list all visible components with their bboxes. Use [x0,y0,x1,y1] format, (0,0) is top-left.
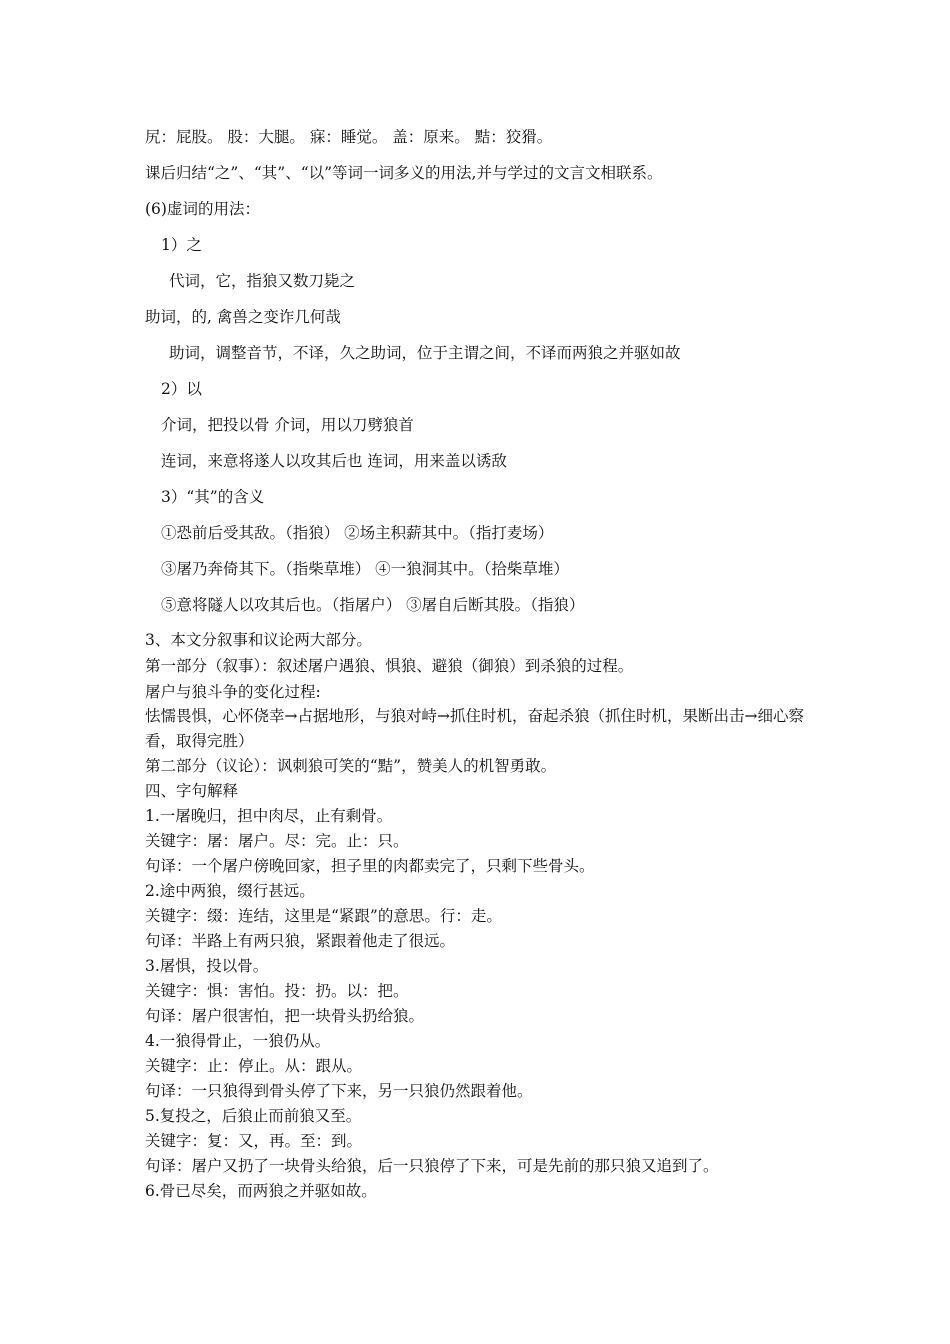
vocab-line: 尻：屁股。 股：大腿。 寐：睡觉。 盖：原来。 黠：狡猾。 [145,128,553,146]
body-line: 屠户与狼斗争的变化过程: [145,683,321,701]
sentence-translation: 句译：一只狼得到骨头停了下来，另一只狼仍然跟着他。 [145,1082,533,1100]
usage-line: 代词，它，指狼又数刀毙之 [169,272,356,290]
key-words: 关键字：惧：害怕。投：扔。以：把。 [145,982,409,1000]
sentence-translation: 句译：屠户很害怕，把一块骨头扔给狼。 [145,1007,425,1025]
sentence-original: 5.复投之，后狼止而前狼又至。 [145,1107,362,1125]
body-line: 第一部分（叙事）：叙述屠户遇狼、惧狼、避狼（御狼）到杀狼的过程。 [145,657,634,675]
usage-line: ①恐前后受其敌。（指狼） ②场主积薪其中。（指打麦场） [161,524,554,542]
section-heading-function-words: (6)虚词的用法： [145,200,260,218]
subheading-qi: 3）“其”的含义 [161,488,265,506]
sentence-translation: 句译：一个屠户傍晚回家，担子里的肉都卖完了，只剩下些骨头。 [145,857,595,875]
usage-line: ③屠乃奔倚其下。（指柴草堆） ④一狼洞其中。（拾柴草堆） [161,560,569,578]
subheading-zhi: 1）之 [161,236,202,254]
homework-note: 课后归结“之”、“其”、“以”等词一词多义的用法,并与学过的文言文相联系。 [145,164,663,182]
sentence-original: 3.屠惧，投以骨。 [145,957,269,975]
subheading-yi: 2）以 [161,380,202,398]
usage-line: 助词，的, 禽兽之变诈几何哉 [145,308,341,326]
body-paragraph: 怯懦畏惧，心怀侥幸→占据地形，与狼对峙→抓住时机，奋起杀狼（抓住时机，果断出击→细心察看，取得完胜） [145,707,804,750]
key-words: 关键字：缀：连结，这里是“紧跟”的意思。行：走。 [145,907,502,925]
sentence-original: 2.途中两狼，缀行甚远。 [145,882,315,900]
sentence-translation: 句译：半路上有两只狼，紧跟着他走了很远。 [145,932,456,950]
body-line: 第二部分（议论）：讽刺狼可笑的“黠”，赞美人的机智勇敢。 [145,757,557,775]
sentence-original: 1.一屠晚归，担中肉尽，止有剩骨。 [145,807,393,825]
key-words: 关键字：复：又，再。至：到。 [145,1132,363,1150]
sentence-original: 6.骨已尽矣，而两狼之并驱如故。 [145,1182,377,1200]
section-heading-explanation: 四、字句解释 [145,782,239,800]
usage-line: 介词，把投以骨 介词，用以刀劈狼首 [161,416,414,434]
usage-line: 连词，来意将遂人以攻其后也 连词，用来盖以诱敌 [161,452,507,470]
section-heading-structure: 3、本文分叙事和议论两大部分。 [145,631,372,649]
sentence-original: 4.一狼得骨止，一狼仍从。 [145,1032,331,1050]
key-words: 关键字：止：停止。从：跟从。 [145,1057,363,1075]
usage-line: 助词，调整音节，不译，久之助词，位于主谓之间，不译而两狼之并驱如故 [169,344,681,362]
key-words: 关键字：屠：屠户。尽：完。止：只。 [145,832,409,850]
sentence-translation: 句译：屠户又扔了一块骨头给狼，后一只狼停了下来，可是先前的那只狼又追到了。 [145,1157,719,1175]
usage-line: ⑤意将隧人以攻其后也。（指屠户） ③屠自后断其股。（指狼） [161,596,585,614]
